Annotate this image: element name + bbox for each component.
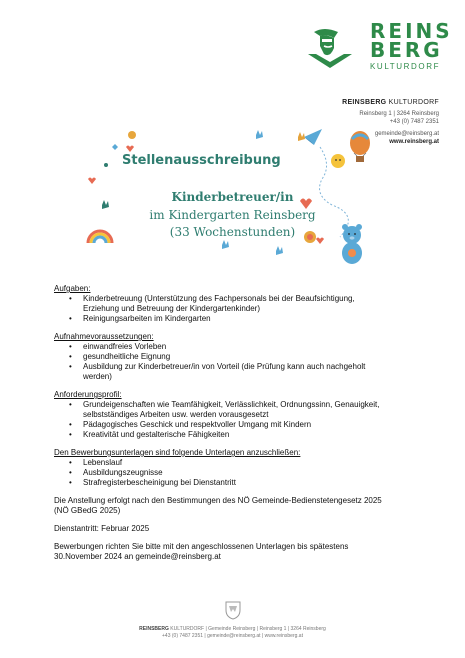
paragraph-line: (NÖ GBedG 2025) — [54, 506, 121, 515]
address-org — [342, 99, 439, 106]
list-item: • Strafregisterbescheinigung bei Dienstantritt — [54, 478, 424, 488]
list-item-text: Kinderbetreuung (Unterstützung des Fachpersonals bei der Beaufsichtigung, — [83, 294, 355, 303]
section-profile — [54, 390, 424, 440]
banner-hours: (33 Wochenstunden) — [169, 225, 296, 239]
brand-word-line1: REINS — [370, 19, 453, 43]
list-item: • Reinigungsarbeiten im Kindergarten — [54, 314, 424, 324]
list-item — [54, 362, 424, 382]
paragraph-line: Die Anstellung erfolgt nach den Bestimmungen des NÖ Gemeinde-Bedienstetengesetz 2025 — [54, 496, 382, 505]
banner-place: im Kindergarten Reinsberg — [149, 208, 316, 222]
list-item-text: Ausbildung zur Kinderbetreuer/in von Vorteil (die Prüfung kann auch nachgeholt — [83, 362, 366, 371]
section-requirements — [54, 332, 424, 382]
section-heading: Anforderungsprofil: — [54, 390, 122, 399]
section-heading: Aufgaben: — [54, 284, 91, 293]
address-email[interactable]: gemeinde@reinsberg.at — [374, 131, 439, 137]
application-paragraph — [54, 542, 424, 562]
section-tasks — [54, 284, 424, 324]
list-item: • Kreativität und gestalterische Fähigkeiten — [54, 430, 424, 440]
list-item-text-cont: werden) — [83, 372, 112, 381]
footer-org: REINSBERG — [139, 626, 169, 632]
footer-line1-rest: KULTURDORF | Gemeinde Reinsberg | Reinsberg 1 | 3264 Reinsberg — [168, 626, 326, 632]
reinsberg-logo-mark-icon — [304, 24, 356, 72]
list-item: • Pädagogisches Geschick und respektvoller Umgang mit Kindern — [54, 420, 424, 430]
list-item-text: Grundeigenschaften wie Teamfähigkeit, Verlässlichkeit, Ordnungssinn, Genauigkeit, — [83, 400, 380, 409]
brand-wordmark — [370, 19, 453, 62]
address-org-rest: KULTURDORF — [386, 99, 439, 106]
address-phone: +43 (0) 7487 2351 — [389, 119, 439, 125]
list-item: • gesundheitliche Eignung — [54, 352, 424, 362]
paragraph-line: Dienstantritt: Februar 2025 — [54, 524, 150, 533]
list-item — [54, 294, 424, 314]
footer-line1 — [0, 626, 465, 633]
job-posting-body — [54, 284, 424, 570]
list-item-text-cont: Erziehung und Betreuung der Kindergartenkinder) — [83, 304, 261, 313]
brand-word-line2: BERG — [370, 38, 443, 62]
list-item: • Ausbildungszeugnisse — [54, 468, 424, 478]
start-date-paragraph — [54, 524, 424, 534]
section-heading: Aufnahmevoraussetzungen: — [54, 332, 154, 341]
paragraph-line: 30.November 2024 an gemeinde@reinsberg.at — [54, 552, 221, 561]
brand-subtitle: KULTURDORF — [370, 62, 441, 71]
address-org-bold: REINSBERG — [342, 99, 387, 106]
brand-logo — [304, 19, 453, 74]
coat-of-arms-icon — [224, 600, 242, 620]
employment-paragraph — [54, 496, 424, 516]
address-street: Reinsberg 1 | 3264 Reinsberg — [359, 111, 439, 117]
list-item: • Lebenslauf — [54, 458, 424, 468]
list-item: • einwandfreies Vorleben — [54, 342, 424, 352]
banner-job: Kinderbetreuer/in — [171, 190, 294, 204]
banner-title: Stellenausschreibung — [122, 153, 281, 168]
list-item-text-cont: selbstständiges Arbeiten usw. werden vorausgesetzt — [83, 410, 269, 419]
section-documents — [54, 448, 424, 488]
footer — [0, 626, 465, 640]
paragraph-line: Bewerbungen richten Sie bitte mit den angeschlossenen Unterlagen bis spätestens — [54, 542, 349, 551]
section-heading: Den Bewerbungsunterlagen sind folgende Unterlagen anzuschließen: — [54, 448, 301, 457]
footer-line2: +43 (0) 7487 2351 | gemeinde@reinsberg.at | www.reinsberg.at — [162, 633, 303, 639]
address-web[interactable]: www.reinsberg.at — [389, 139, 439, 145]
list-item — [54, 400, 424, 420]
